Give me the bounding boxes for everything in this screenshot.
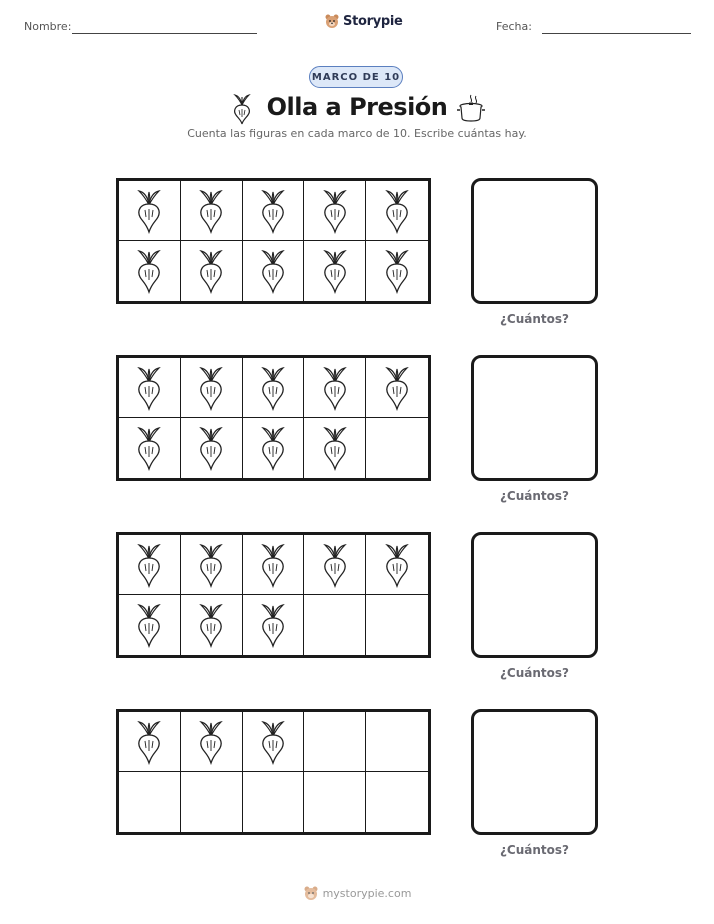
frame-cell	[119, 181, 181, 241]
radish-icon	[196, 425, 226, 471]
radish-icon	[258, 542, 288, 588]
radish-icon	[258, 719, 288, 765]
frame-cell	[119, 595, 181, 655]
frame-cell	[181, 595, 243, 655]
ten-frame	[116, 532, 431, 658]
radish-icon	[320, 365, 350, 411]
worksheet-type-badge: MARCO DE 10	[309, 66, 403, 88]
radish-icon	[134, 542, 164, 588]
frame-cell	[181, 535, 243, 595]
answer-box[interactable]	[471, 532, 598, 658]
answer-box[interactable]	[471, 709, 598, 835]
frame-cell	[304, 712, 366, 772]
radish-icon	[258, 365, 288, 411]
ten-frame	[116, 355, 431, 481]
radish-icon	[320, 248, 350, 294]
frame-cell	[181, 181, 243, 241]
frame-cell	[119, 418, 181, 478]
answer-prompt: ¿Cuántos?	[499, 312, 570, 326]
brand-name: Storypie	[343, 13, 403, 29]
frame-cell	[366, 241, 428, 301]
instructions: Cuenta las figuras en cada marco de 10. Escribe cuántas hay.	[187, 127, 527, 140]
frame-cell	[366, 772, 428, 832]
frame-cell	[243, 595, 305, 655]
radish-icon	[196, 542, 226, 588]
page-title: Olla a Presión	[266, 93, 448, 121]
frame-cell	[119, 358, 181, 418]
radish-icon	[196, 365, 226, 411]
frame-cell	[243, 535, 305, 595]
brand-logo	[324, 13, 403, 29]
frame-cell	[366, 712, 428, 772]
frame-cell	[304, 241, 366, 301]
footer	[0, 885, 714, 901]
radish-icon	[134, 365, 164, 411]
answer-prompt: ¿Cuántos?	[499, 489, 570, 503]
radish-icon	[258, 188, 288, 234]
frame-cell	[243, 418, 305, 478]
frame-cell	[243, 712, 305, 772]
radish-icon	[134, 248, 164, 294]
radish-icon	[196, 248, 226, 294]
ten-frame	[116, 178, 431, 304]
radish-icon	[382, 248, 412, 294]
frame-cell	[366, 418, 428, 478]
frame-cell	[119, 772, 181, 832]
radish-icon	[134, 719, 164, 765]
title-row	[0, 93, 714, 125]
radish-icon	[258, 425, 288, 471]
radish-icon	[196, 602, 226, 648]
radish-icon	[320, 425, 350, 471]
pot-icon	[456, 93, 486, 129]
frame-cell	[119, 712, 181, 772]
ten-frame	[116, 709, 431, 835]
bear-icon	[324, 13, 340, 29]
radish-icon	[258, 248, 288, 294]
answer-box[interactable]	[471, 178, 598, 304]
frame-cell	[304, 358, 366, 418]
radish-icon	[196, 719, 226, 765]
frame-cell	[181, 241, 243, 301]
frame-cell	[366, 358, 428, 418]
frame-cell	[181, 418, 243, 478]
frame-cell	[304, 181, 366, 241]
radish-icon	[196, 188, 226, 234]
frame-cell	[243, 181, 305, 241]
frame-cell	[366, 535, 428, 595]
radish-icon	[134, 188, 164, 234]
name-label: Nombre:	[24, 20, 72, 33]
frame-cell	[119, 535, 181, 595]
frame-cell	[243, 358, 305, 418]
frame-cell	[366, 595, 428, 655]
frame-cell	[304, 418, 366, 478]
bear-icon	[303, 885, 319, 901]
answer-prompt: ¿Cuántos?	[499, 666, 570, 680]
frame-cell	[304, 772, 366, 832]
answer-prompt: ¿Cuántos?	[499, 843, 570, 857]
frame-cell	[181, 772, 243, 832]
radish-icon	[320, 188, 350, 234]
radish-icon	[134, 425, 164, 471]
radish-icon	[382, 365, 412, 411]
radish-icon	[258, 602, 288, 648]
frame-cell	[181, 358, 243, 418]
name-line[interactable]	[72, 33, 257, 34]
frame-cell	[243, 241, 305, 301]
answer-box[interactable]	[471, 355, 598, 481]
date-label: Fecha:	[496, 20, 532, 33]
frame-cell	[119, 241, 181, 301]
frame-cell	[181, 712, 243, 772]
frame-cell	[366, 181, 428, 241]
radish-icon	[382, 188, 412, 234]
frame-cell	[243, 772, 305, 832]
frame-cell	[304, 595, 366, 655]
radish-icon	[320, 542, 350, 588]
date-line[interactable]	[542, 33, 691, 34]
radish-icon	[382, 542, 412, 588]
radish-icon	[134, 602, 164, 648]
footer-url: mystorypie.com	[322, 886, 412, 900]
frame-cell	[304, 535, 366, 595]
